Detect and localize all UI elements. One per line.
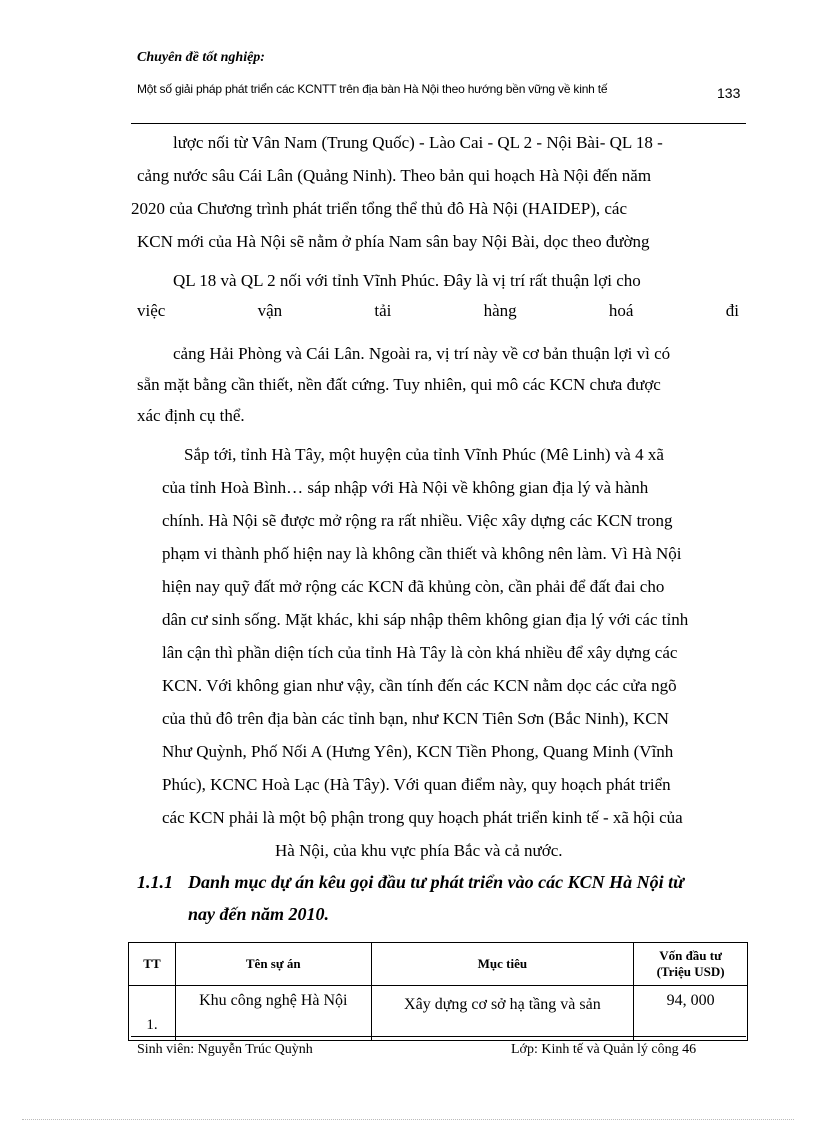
word: hoá (608, 301, 634, 320)
document-header-title: Chuyên đề tốt nghiệp: (137, 50, 265, 65)
paragraph-line: sẵn mặt bằng cần thiết, nền đất cứng. Tuy nhiên, qui mô các KCN chưa được (137, 375, 661, 394)
capital-header-line2: (Triệu USD) (656, 964, 725, 979)
paragraph-line: KCN. Với không gian như vậy, cần tính đến các KCN nằm dọc các cửa ngõ (162, 676, 677, 695)
word: vận (257, 301, 283, 320)
footer-class: Lớp: Kinh tế và Quản lý công 46 (511, 1042, 697, 1057)
cell-capital: 94, 000 (634, 986, 748, 1041)
column-header-tt: TT (129, 943, 176, 986)
paragraph-line: của tỉnh Hoà Bình… sáp nhập với Hà Nội về không gian địa lý và hành (162, 478, 649, 497)
paragraph-line: cảng nước sâu Cái Lân (Quảng Ninh). Theo bản qui hoạch Hà Nội đến năm (137, 166, 652, 185)
page-number: 133 (717, 85, 741, 101)
paragraph-line: phạm vi thành phố hiện nay là không cần thiết và không nên làm. Vì Hà Nội (162, 544, 682, 563)
section-title-line2: nay đến năm 2010. (188, 904, 330, 924)
paragraph-line: lược nối từ Vân Nam (Trung Quốc) - Lào Cai - QL 2 - Nội Bài- QL 18 - (173, 133, 663, 152)
paragraph-line: KCN mới của Hà Nội sẽ nằm ở phía Nam sân bay Nội Bài, dọc theo đường (137, 232, 650, 251)
footer-student: Sinh viên: Nguyễn Trúc Quỳnh (137, 1042, 313, 1057)
project-table (128, 942, 748, 1041)
page-bottom-edge (22, 1119, 794, 1120)
cell-tt: 1. (129, 986, 176, 1041)
paragraph-line: Phúc), KCNC Hoà Lạc (Hà Tây). Với quan điểm này, quy hoạch phát triển (162, 775, 671, 794)
footer-divider (131, 1036, 746, 1037)
paragraph-line: xác định cụ thể. (137, 406, 245, 425)
paragraph-line: cảng Hải Phòng và Cái Lân. Ngoài ra, vị trí này về cơ bản thuận lợi vì có (173, 344, 671, 363)
table-row (129, 986, 748, 1041)
paragraph-line: Sắp tới, tỉnh Hà Tây, một huyện của tỉnh Vĩnh Phúc (Mê Linh) và 4 xã (184, 445, 664, 464)
section-title-line1: Danh mục dự án kêu gọi đầu tư phát triển vào các KCN Hà Nội từ (188, 872, 684, 892)
section-number: 1.1.1 (137, 872, 173, 892)
paragraph-line: Như Quỳnh, Phố Nối A (Hưng Yên), KCN Tiền Phong, Quang Minh (Vĩnh (162, 742, 674, 761)
column-header-capital (634, 943, 748, 986)
word: việc (137, 301, 166, 320)
cell-name: Khu công nghệ Hà Nội (175, 986, 371, 1041)
paragraph-line: 2020 của Chương trình phát triển tổng thể thủ đô Hà Nội (HAIDEP), các (131, 199, 627, 218)
capital-header-line1: Vốn đầu tư (659, 948, 722, 963)
paragraph-line: QL 18 và QL 2 nối với tỉnh Vĩnh Phúc. Đây là vị trí rất thuận lợi cho (173, 271, 641, 290)
table-header-row (129, 943, 748, 986)
cell-goal: Xây dựng cơ sở hạ tầng và sản (371, 986, 634, 1041)
word: tải (374, 301, 392, 320)
paragraph-line: hiện nay quỹ đất mở rộng các KCN đã khủng còn, cần phải để đất đai cho (162, 577, 665, 596)
header-divider (131, 123, 746, 124)
paragraph-line: chính. Hà Nội sẽ được mở rộng ra rất nhiều. Việc xây dựng các KCN trong (162, 511, 673, 530)
paragraph-line: lân cận thì phần diện tích của tỉnh Hà Tây là còn khá nhiều để xây dựng các (162, 643, 678, 662)
paragraph-line: của thủ đô trên địa bàn các tỉnh bạn, như KCN Tiên Sơn (Bắc Ninh), KCN (162, 709, 669, 728)
column-header-goal: Mục tiêu (371, 943, 634, 986)
paragraph-line-justified (137, 300, 739, 322)
paragraph-line: Hà Nội, của khu vực phía Bắc và cả nước. (275, 841, 563, 860)
column-header-name: Tên sự án (175, 943, 371, 986)
paragraph-line: dân cư sinh sống. Mặt khác, khi sáp nhập thêm không gian địa lý với các tỉnh (162, 610, 689, 629)
word: đi (725, 301, 739, 320)
document-header-subtitle: Một số giải pháp phát triển các KCNTT trên địa bàn Hà Nội theo hướng bền vững về kinh tế (137, 82, 608, 96)
paragraph-line: các KCN phải là một bộ phận trong quy hoạch phát triển kinh tế - xã hội của (162, 808, 683, 827)
word: hàng (483, 301, 517, 320)
